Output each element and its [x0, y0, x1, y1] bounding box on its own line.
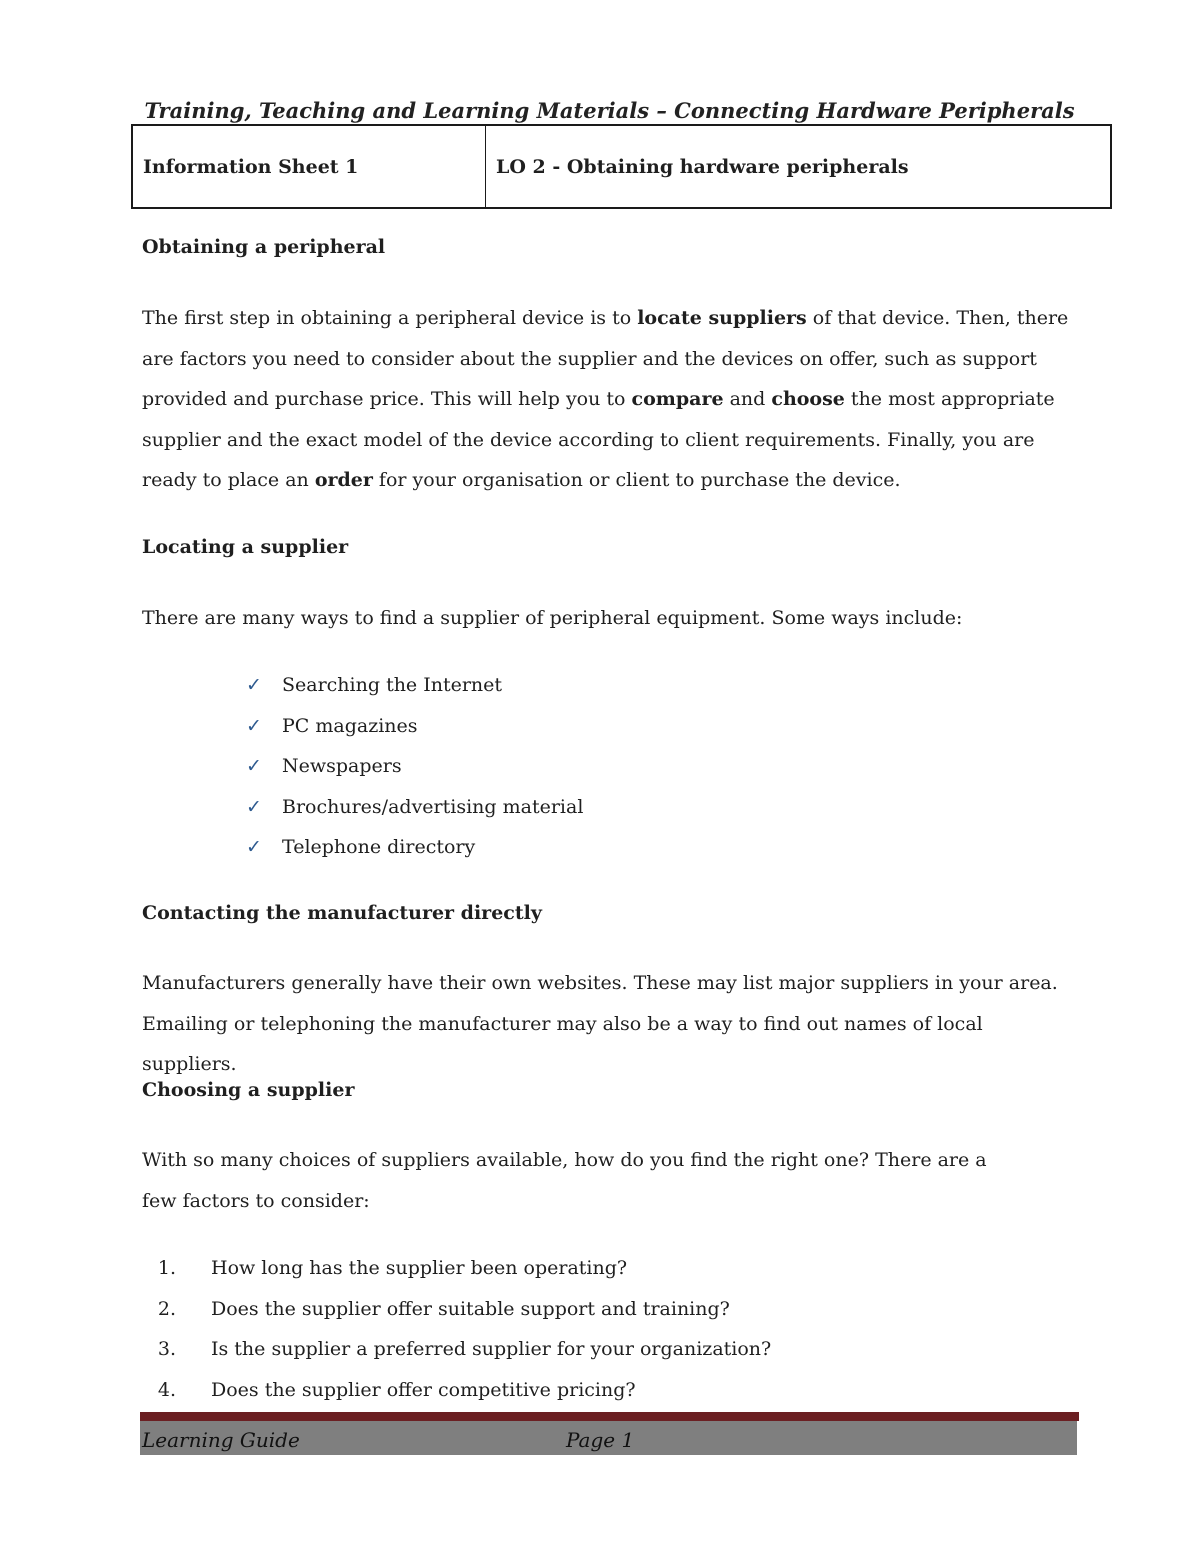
footer-divider	[140, 1412, 1079, 1421]
learning-outcome-label: LO 2 - Obtaining hardware peripherals	[496, 155, 909, 178]
checkmark-icon: ✓	[246, 674, 262, 696]
checkmark-icon: ✓	[246, 714, 262, 737]
page-header-title: Training, Teaching and Learning Materials – Connecting Hardware Peripherals	[144, 98, 1075, 123]
list-item: ✓ Telephone directory	[246, 827, 583, 868]
list-item: ✓ Searching the Internet	[246, 665, 583, 706]
paragraph-contacting: Manufacturers generally have their own websites. These may list major suppliers in your area. Emailing or telephoning the manufacturer may also be a way to find out names of local suppliers.	[142, 972, 1058, 1076]
footer-page-number: Page 1	[566, 1428, 635, 1452]
footer-guide-label: Learning Guide	[142, 1428, 300, 1452]
page-footer	[140, 1421, 1077, 1455]
list-item: 3. Is the supplier a preferred supplier for your organization?	[157, 1338, 772, 1361]
info-table	[131, 124, 1112, 209]
list-item: ✓ PC magazines	[246, 706, 583, 747]
checkmark-icon: ✓	[246, 795, 262, 818]
checkmark-icon: ✓	[246, 755, 262, 778]
paragraph-locating-intro: There are many ways to find a supplier of peripheral equipment. Some ways include:	[142, 607, 963, 629]
heading-choosing: Choosing a supplier	[142, 1079, 355, 1101]
list-item: 2. Does the supplier offer suitable support and training?	[157, 1297, 730, 1320]
list-item: ✓ Newspapers	[246, 746, 583, 787]
list-item: ✓ Brochures/advertising material	[246, 787, 583, 828]
checkmark-icon: ✓	[246, 836, 262, 859]
supplier-sources-list	[246, 665, 583, 868]
paragraph-choosing-intro: With so many choices of suppliers available, how do you find the right one? There are a few factors to consider:	[142, 1149, 987, 1212]
heading-locating: Locating a supplier	[142, 536, 349, 558]
paragraph-obtaining: The first step in obtaining a peripheral device is to locate suppliers of that device. Then, there are factors you need to consider about the supplier and the devices on offer, such as support provided and purchase price. This will help you to compare and choose the most appropriate supplier and the exact model of the device according to client requirements. Finally, you are ready to place an order for your organisation or client to purchase the device.	[142, 307, 1069, 492]
heading-contacting: Contacting the manufacturer directly	[142, 902, 542, 924]
heading-obtaining: Obtaining a peripheral	[142, 236, 386, 258]
supplier-factors-list	[142, 1248, 771, 1410]
info-sheet-label: Information Sheet 1	[133, 126, 486, 207]
list-item: 1. How long has the supplier been operating?	[157, 1257, 628, 1279]
list-item: 4. Does the supplier offer competitive pricing?	[157, 1378, 636, 1401]
